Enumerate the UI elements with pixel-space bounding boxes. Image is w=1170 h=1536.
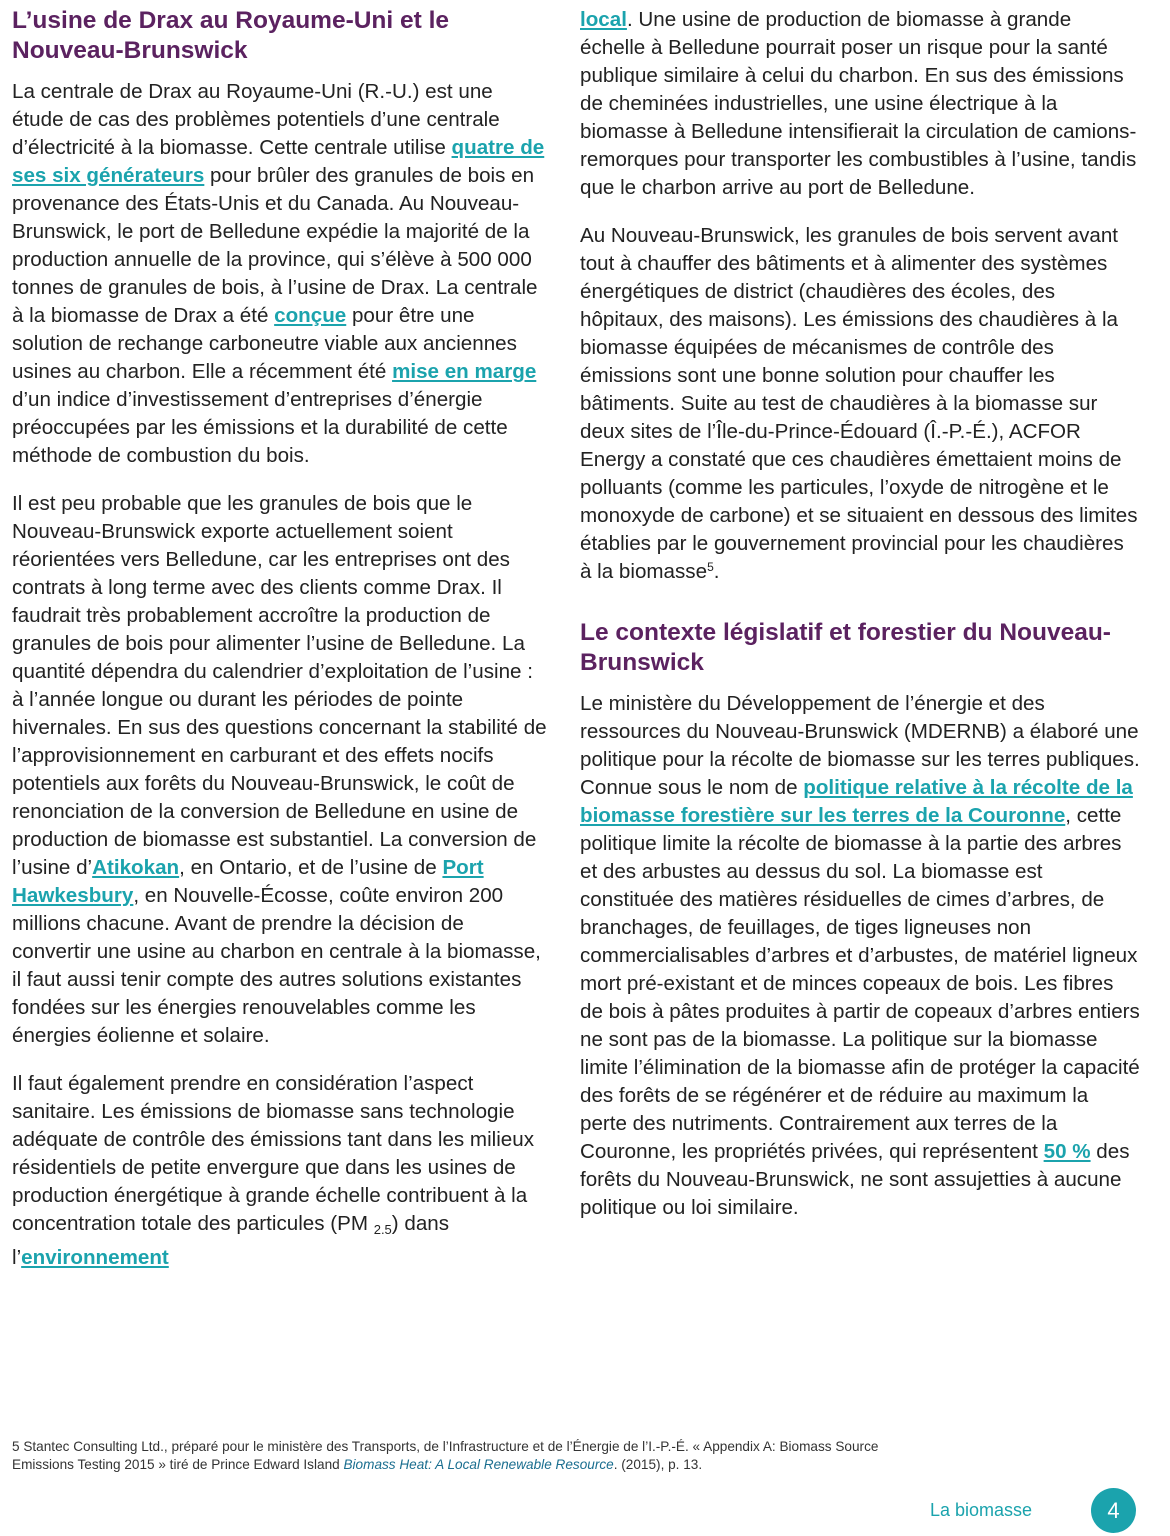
pm-subscript: 2.5	[373, 1222, 392, 1237]
footnote: 5 Stantec Consulting Ltd., préparé pour le ministère des Transports, de l’Infrastructure et de l’Énergie de l’I.-P.-É. « Appendix A: Biomass Source Emissions Testing 2015 » tiré de Prince Edward Island Biomass Heat: A Local Renewable Resource. (2015), p. 13.	[12, 1439, 879, 1472]
link-50-percent[interactable]: 50 %	[1043, 1140, 1091, 1163]
link-local[interactable]: local	[580, 8, 627, 31]
paragraph-wood-pellets-nb: Au Nouveau-Brunswick, les granules de bois servent avant tout à chauffer des bâtiments et à alimenter des systèmes énergétiques de district (chaudières des écoles, des hôpitaux, des maisons). Les émissions des chaudières à la biomasse équipées de mécanismes de contrôle des émissions sont une bonne solution pour chauffer les bâtiments. Suite au test de chaudières à la biomasse sur deux sites de l’Île-du-Prince-Édouard (Î.-P.-É.), ACFOR Energy a constaté que ces chaudières émettaient moins de polluants (comme les particules, l’oxyde de nitrogène et le monoxyde de carbone) et se situaient en dessous des limites établies par le gouvernement provincial pour les chaudières à la biomasse$^5$.	[580, 224, 1138, 583]
paragraph-drax-intro: La centrale de Drax au Royaume-Uni (R.-U.) est une étude de cas des problèmes potentiels d’une centrale d’électricité à la biomasse. Cette centrale utilise quatre de ses six générateurs pour brûler des granules de bois en provenance des États-Unis et du Canada. Au Nouveau-Brunswick, le port de Belledune expédie la majorité de la production annuelle de la province, qui s’élève à 500 000 tonnes de granules de bois, à l’usine de Drax. La centrale à la biomasse de Drax a été conçue pour être une solution de rechange carboneutre viable aux anciennes usines au charbon. Elle a récemment été mise en marge d’un indice d’investissement d’entreprises d’énergie préoccupées par les émissions et la durabilité de cette méthode de combustion du bois.	[12, 80, 545, 467]
footnote-ref: 5	[707, 560, 714, 574]
page-number-badge: 4	[1091, 1488, 1136, 1533]
footnote-title: Biomass Heat: A Local Renewable Resource	[343, 1457, 614, 1472]
footer-section-label: La biomasse	[930, 1500, 1033, 1520]
paragraph-health-continued: local. Une usine de production de biomasse à grande échelle à Belledune pourrait poser un risque pour la santé publique similaire à celui du charbon. En sus des émissions de cheminées industrielles, une usine électrique à la biomasse à Belledune intensifierait la circulation de camions-remorques pour transporter les combustibles à l’usine, tandis que le charbon arrive au port de Belledune.	[580, 8, 1137, 199]
link-politique-biomasse[interactable]: politique relative à la récolte de la biomasse forestière sur les terres de la Couronne	[580, 776, 1133, 827]
link-atikokan[interactable]: Atikokan	[92, 856, 180, 879]
paragraph-belledune-conversion: Il est peu probable que les granules de bois que le Nouveau-Brunswick exporte actuellement soient réorientées vers Belledune, car les entreprises ont des contrats à long terme avec des clients comme Drax. Il faudrait très probablement accroître la production de granules de bois pour alimenter l’usine de Belledune. La quantité dépendra du calendrier d’exploitation de l’usine : à l’année longue ou durant les périodes de pointe hivernales. En sus des questions concernant la stabilité de l’approvisionnement en carburant et des effets nocifs potentiels aux forêts du Nouveau-Brunswick, le coût de renonciation de la conversion de Belledune en usine de production de biomasse est substantiel. La conversion de l’usine d’Atikokan, en Ontario, et de l’usine de Port Hawkesbury, en Nouvelle-Écosse, coûte environ 200 millions chacune. Avant de prendre la décision de convertir une usine au charbon en centrale à la biomasse, il faut aussi tenir compte des autres solutions existantes fondées sur les énergies renouvelables comme les énergies éolienne et solaire.	[12, 492, 547, 1047]
link-mise-en-marge[interactable]: mise en marge	[392, 360, 537, 383]
link-port-hawkesbury[interactable]: Port Hawkesbury	[12, 856, 484, 907]
right-column	[580, 6, 1140, 1242]
paragraph-health-aspect: Il faut également prendre en considération l’aspect sanitaire. Les émissions de biomasse sans technologie adéquate de contrôle des émissions tant dans les milieux résidentiels de petite envergure que dans les usines de production énergétique à grande échelle contribuent à la concentration totale des particules (PM $_{2.5}$) dans l’environnement	[12, 1072, 535, 1269]
section-heading-drax: L’usine de Drax au Royaume-Uni et le Nouveau-Brunswick	[12, 7, 450, 64]
link-concue[interactable]: conçue	[274, 304, 347, 327]
link-generateurs[interactable]: quatre de ses six générateurs	[12, 136, 545, 187]
left-column	[12, 6, 547, 1292]
section-heading-legislative: Le contexte législatif et forestier du Nouveau-Brunswick	[580, 619, 1111, 676]
paragraph-policy: Le ministère du Développement de l’énergie et des ressources du Nouveau-Brunswick (MDERNB) a élaboré une politique pour la récolte de biomasse sur les terres publiques. Connue sous le nom de politique relative à la récolte de la biomasse forestière sur les terres de la Couronne, cette politique limite la récolte de biomasse à la partie des arbres et des arbustes au dessus du sol. La biomasse est constituée des matières résiduelles de cimes d’arbres, de branchages, de feuillages, de tiges ligneuses non commercialisables d’arbres et d’arbustes, de matériel ligneux mort pré-existant et de minces copeaux de bois. Les fibres de bois à pâtes produites à partir de copeaux d’arbres entiers ne sont pas de la biomasse. La politique sur la biomasse limite l’élimination de la biomasse afin de protéger la capacité des forêts de se régénérer et de réduire au maximum la perte des nutriments. Contrairement aux terres de la Couronne, les propriétés privées, qui représentent 50 % des forêts du Nouveau-Brunswick, ne sont assujetties à aucune politique ou loi similaire.	[580, 692, 1140, 1219]
link-environnement-local[interactable]: environnement	[21, 1246, 169, 1269]
